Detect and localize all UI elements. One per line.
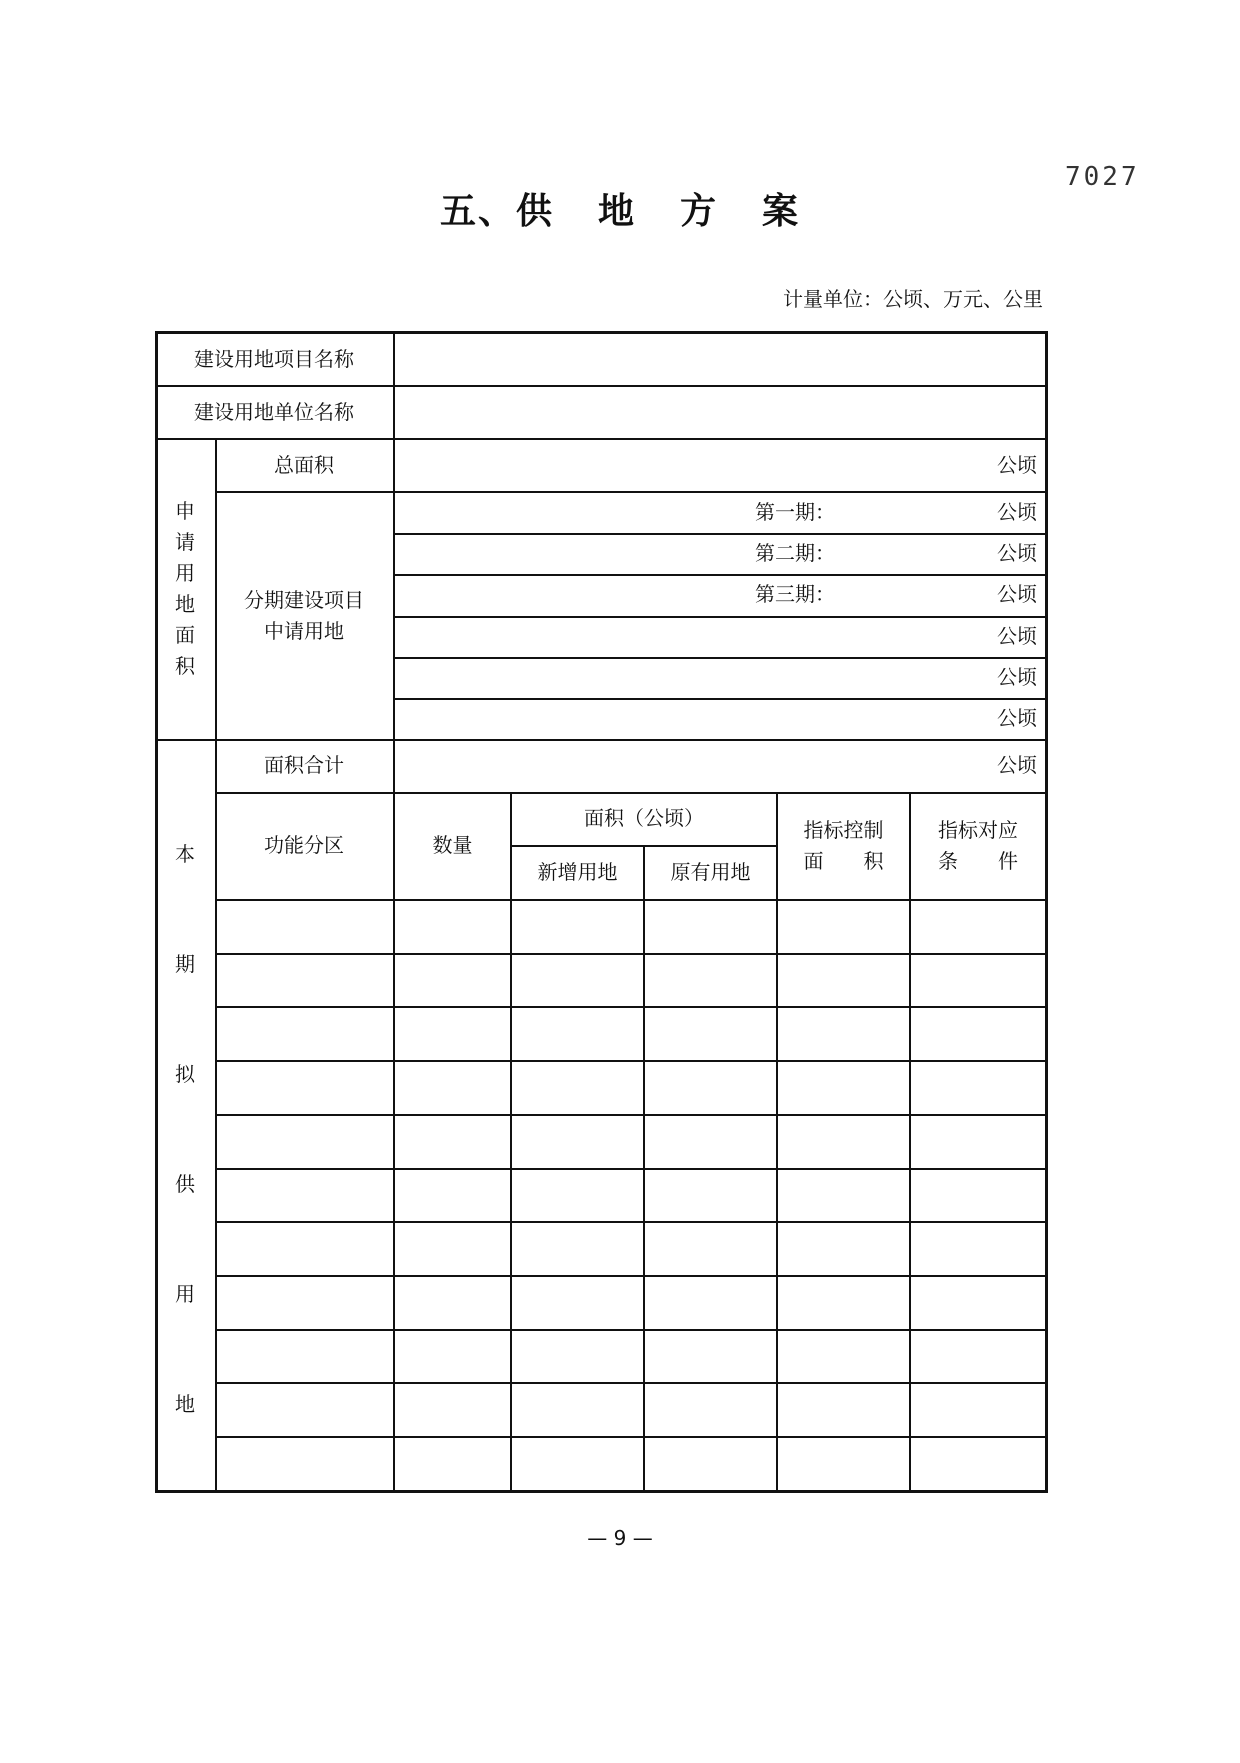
- control-area-cell[interactable]: [778, 1436, 909, 1490]
- header-line: 指标对应: [938, 817, 1018, 842]
- existing-land-cell[interactable]: [645, 1329, 776, 1383]
- quantity-cell[interactable]: [395, 1060, 510, 1114]
- phased-label-line: 分期建设项目: [244, 587, 364, 612]
- zone-cell[interactable]: [215, 1382, 393, 1436]
- new-land-cell[interactable]: [512, 1006, 643, 1060]
- existing-land-cell[interactable]: [645, 1168, 776, 1222]
- table-rule: [215, 953, 1045, 955]
- side-label-char: 用: [175, 1282, 195, 1307]
- control-area-cell[interactable]: [778, 1221, 909, 1275]
- existing-land-cell[interactable]: [645, 1060, 776, 1114]
- new-land-cell[interactable]: [512, 953, 643, 1007]
- table-rule: [155, 1490, 1047, 1493]
- zone-cell[interactable]: [215, 1275, 393, 1329]
- phased-project-label: [215, 492, 393, 739]
- new-land-cell[interactable]: [512, 1221, 643, 1275]
- zone-cell[interactable]: [215, 1060, 393, 1114]
- conditions-cell[interactable]: [911, 1060, 1045, 1114]
- table-rule: [510, 792, 512, 1490]
- unit-name-label: 建设用地单位名称: [194, 400, 354, 424]
- control-area-cell[interactable]: [778, 1382, 909, 1436]
- phase-area-unit[interactable]: 公顷: [997, 582, 1037, 607]
- table-rule: [776, 792, 778, 1490]
- table-rule: [393, 331, 395, 1490]
- existing-land-cell[interactable]: [645, 1382, 776, 1436]
- control-area-cell[interactable]: [778, 1060, 909, 1114]
- table-rule: [215, 899, 1045, 901]
- table-rule: [155, 739, 1045, 741]
- current-supply-side-label: [155, 739, 215, 1490]
- side-label-char: 面: [175, 623, 195, 647]
- existing-land-cell[interactable]: [645, 1006, 776, 1060]
- table-rule: [215, 1221, 1045, 1223]
- side-label-char: 地: [175, 592, 195, 616]
- table-rule: [215, 491, 1045, 493]
- zone-cell[interactable]: [215, 1114, 393, 1168]
- title-part: 五、供: [439, 191, 554, 232]
- project-name-label: 建设用地项目名称: [194, 346, 354, 371]
- project-name-field[interactable]: [395, 332, 1045, 386]
- total-area-label: 总面积: [274, 453, 334, 477]
- quantity-cell[interactable]: [395, 1221, 510, 1275]
- quantity-cell[interactable]: [395, 953, 510, 1007]
- table-rule: [215, 1168, 1045, 1170]
- phase-area-unit[interactable]: 公顷: [997, 500, 1037, 525]
- table-rule: [155, 331, 1047, 334]
- conditions-cell[interactable]: [911, 899, 1045, 953]
- document-stamp-number: 7027: [1065, 162, 1140, 192]
- new-land-cell[interactable]: [512, 899, 643, 953]
- existing-land-cell[interactable]: [645, 899, 776, 953]
- phase-label: 第三期：: [755, 582, 835, 607]
- phase-area-unit[interactable]: 公顷: [997, 623, 1037, 648]
- phase-label: 第一期：: [755, 500, 835, 525]
- existing-land-cell[interactable]: [645, 953, 776, 1007]
- new-land-cell[interactable]: [512, 1168, 643, 1222]
- conditions-cell[interactable]: [911, 953, 1045, 1007]
- table-rule: [395, 657, 1045, 659]
- title-part: 地: [597, 191, 636, 232]
- applied-area-side-label: [155, 439, 215, 739]
- side-label-char: 积: [175, 654, 195, 678]
- quantity-cell[interactable]: [395, 899, 510, 953]
- unit-note: 计量单位：公顷、万元、公里: [783, 287, 1043, 311]
- conditions-cell[interactable]: [911, 1436, 1045, 1490]
- phase-label: [395, 616, 865, 657]
- zone-cell[interactable]: [215, 899, 393, 953]
- table-rule: [215, 792, 1045, 794]
- phase-label: [395, 657, 865, 698]
- phase-label: 第二期：: [755, 541, 835, 566]
- side-label-char: 供: [175, 1172, 195, 1197]
- zone-cell[interactable]: [215, 1006, 393, 1060]
- new-land-cell[interactable]: [512, 1114, 643, 1168]
- zone-cell[interactable]: [215, 1436, 393, 1490]
- table-rule: [215, 1436, 1045, 1438]
- quantity-cell[interactable]: [395, 1275, 510, 1329]
- zone-cell[interactable]: [215, 953, 393, 1007]
- new-land-cell[interactable]: [512, 1382, 643, 1436]
- col-header-quantity: 数量: [432, 833, 473, 857]
- table-rule: [155, 385, 1045, 387]
- table-rule: [395, 533, 1045, 535]
- side-label-char: 期: [175, 951, 195, 976]
- control-area-cell[interactable]: [778, 1114, 909, 1168]
- control-area-cell[interactable]: [778, 1006, 909, 1060]
- existing-land-cell[interactable]: [645, 1436, 776, 1490]
- control-area-cell[interactable]: [778, 1275, 909, 1329]
- side-label-char: 本: [175, 841, 195, 866]
- unit-name-field[interactable]: [395, 386, 1045, 439]
- control-area-cell[interactable]: [778, 1168, 909, 1222]
- side-label-char: 申: [175, 499, 195, 523]
- page-title: [0, 183, 1240, 234]
- quantity-cell[interactable]: [395, 1436, 510, 1490]
- table-rule: [643, 845, 645, 1490]
- col-header-area-group: 面积（公顷）: [584, 805, 704, 830]
- quantity-cell[interactable]: [395, 1329, 510, 1383]
- table-rule: [215, 1006, 1045, 1008]
- side-label-char: 用: [175, 561, 195, 585]
- total-area-unit[interactable]: 公顷: [997, 453, 1037, 477]
- existing-land-cell[interactable]: [645, 1114, 776, 1168]
- zone-cell[interactable]: [215, 1329, 393, 1383]
- table-rule: [215, 1114, 1045, 1116]
- existing-land-cell[interactable]: [645, 1275, 776, 1329]
- phased-label-line: 中请用地: [264, 618, 344, 643]
- conditions-cell[interactable]: [911, 1221, 1045, 1275]
- quantity-cell[interactable]: [395, 1006, 510, 1060]
- table-rule: [512, 845, 778, 847]
- side-label-char: 请: [175, 530, 195, 554]
- table-rule: [215, 1329, 1045, 1331]
- conditions-cell[interactable]: [911, 1114, 1045, 1168]
- area-sum-unit[interactable]: 公顷: [997, 753, 1037, 777]
- phase-label: [395, 698, 865, 739]
- side-label-char: 地: [175, 1392, 195, 1417]
- area-sum-label: 面积合计: [264, 753, 344, 777]
- header-line: 条 件: [938, 848, 1018, 873]
- table-rule: [155, 438, 1045, 440]
- control-area-cell[interactable]: [778, 899, 909, 953]
- phase-area-unit[interactable]: 公顷: [997, 664, 1037, 689]
- title-part: 方: [680, 191, 719, 232]
- new-land-cell[interactable]: [512, 1060, 643, 1114]
- col-header-existing-land: 原有用地: [670, 860, 751, 884]
- table-rule: [395, 616, 1045, 618]
- table-rule: [215, 438, 217, 1490]
- conditions-cell[interactable]: [911, 1168, 1045, 1222]
- new-land-cell[interactable]: [512, 1329, 643, 1383]
- side-label-char: 拟: [175, 1061, 195, 1086]
- quantity-cell[interactable]: [395, 1168, 510, 1222]
- table-rule: [215, 1060, 1045, 1062]
- conditions-cell[interactable]: [911, 1006, 1045, 1060]
- control-area-cell[interactable]: [778, 953, 909, 1007]
- col-header-zone: 功能分区: [264, 833, 344, 857]
- title-part: 案: [762, 191, 801, 232]
- table-rule: [395, 698, 1045, 700]
- col-header-new-land: 新增用地: [537, 860, 618, 884]
- phase-area-unit[interactable]: 公顷: [997, 705, 1037, 730]
- zone-cell[interactable]: [215, 1168, 393, 1222]
- table-rule: [155, 331, 158, 1493]
- page-number: — 9 —: [587, 1526, 653, 1550]
- conditions-cell[interactable]: [911, 1329, 1045, 1383]
- conditions-cell[interactable]: [911, 1382, 1045, 1436]
- new-land-cell[interactable]: [512, 1436, 643, 1490]
- zone-cell[interactable]: [215, 1221, 393, 1275]
- phase-area-unit[interactable]: 公顷: [997, 541, 1037, 566]
- table-rule: [395, 574, 1045, 576]
- existing-land-cell[interactable]: [645, 1221, 776, 1275]
- table-rule: [1045, 331, 1048, 1493]
- control-area-cell[interactable]: [778, 1329, 909, 1383]
- table-rule: [215, 1382, 1045, 1384]
- quantity-cell[interactable]: [395, 1114, 510, 1168]
- new-land-cell[interactable]: [512, 1275, 643, 1329]
- quantity-cell[interactable]: [395, 1382, 510, 1436]
- table-rule: [215, 1275, 1045, 1277]
- table-rule: [909, 792, 911, 1490]
- col-header-control-area: [778, 792, 909, 899]
- conditions-cell[interactable]: [911, 1275, 1045, 1329]
- header-line: 面 积: [803, 848, 884, 873]
- header-line: 指标控制: [803, 817, 884, 842]
- col-header-conditions: [911, 792, 1045, 899]
